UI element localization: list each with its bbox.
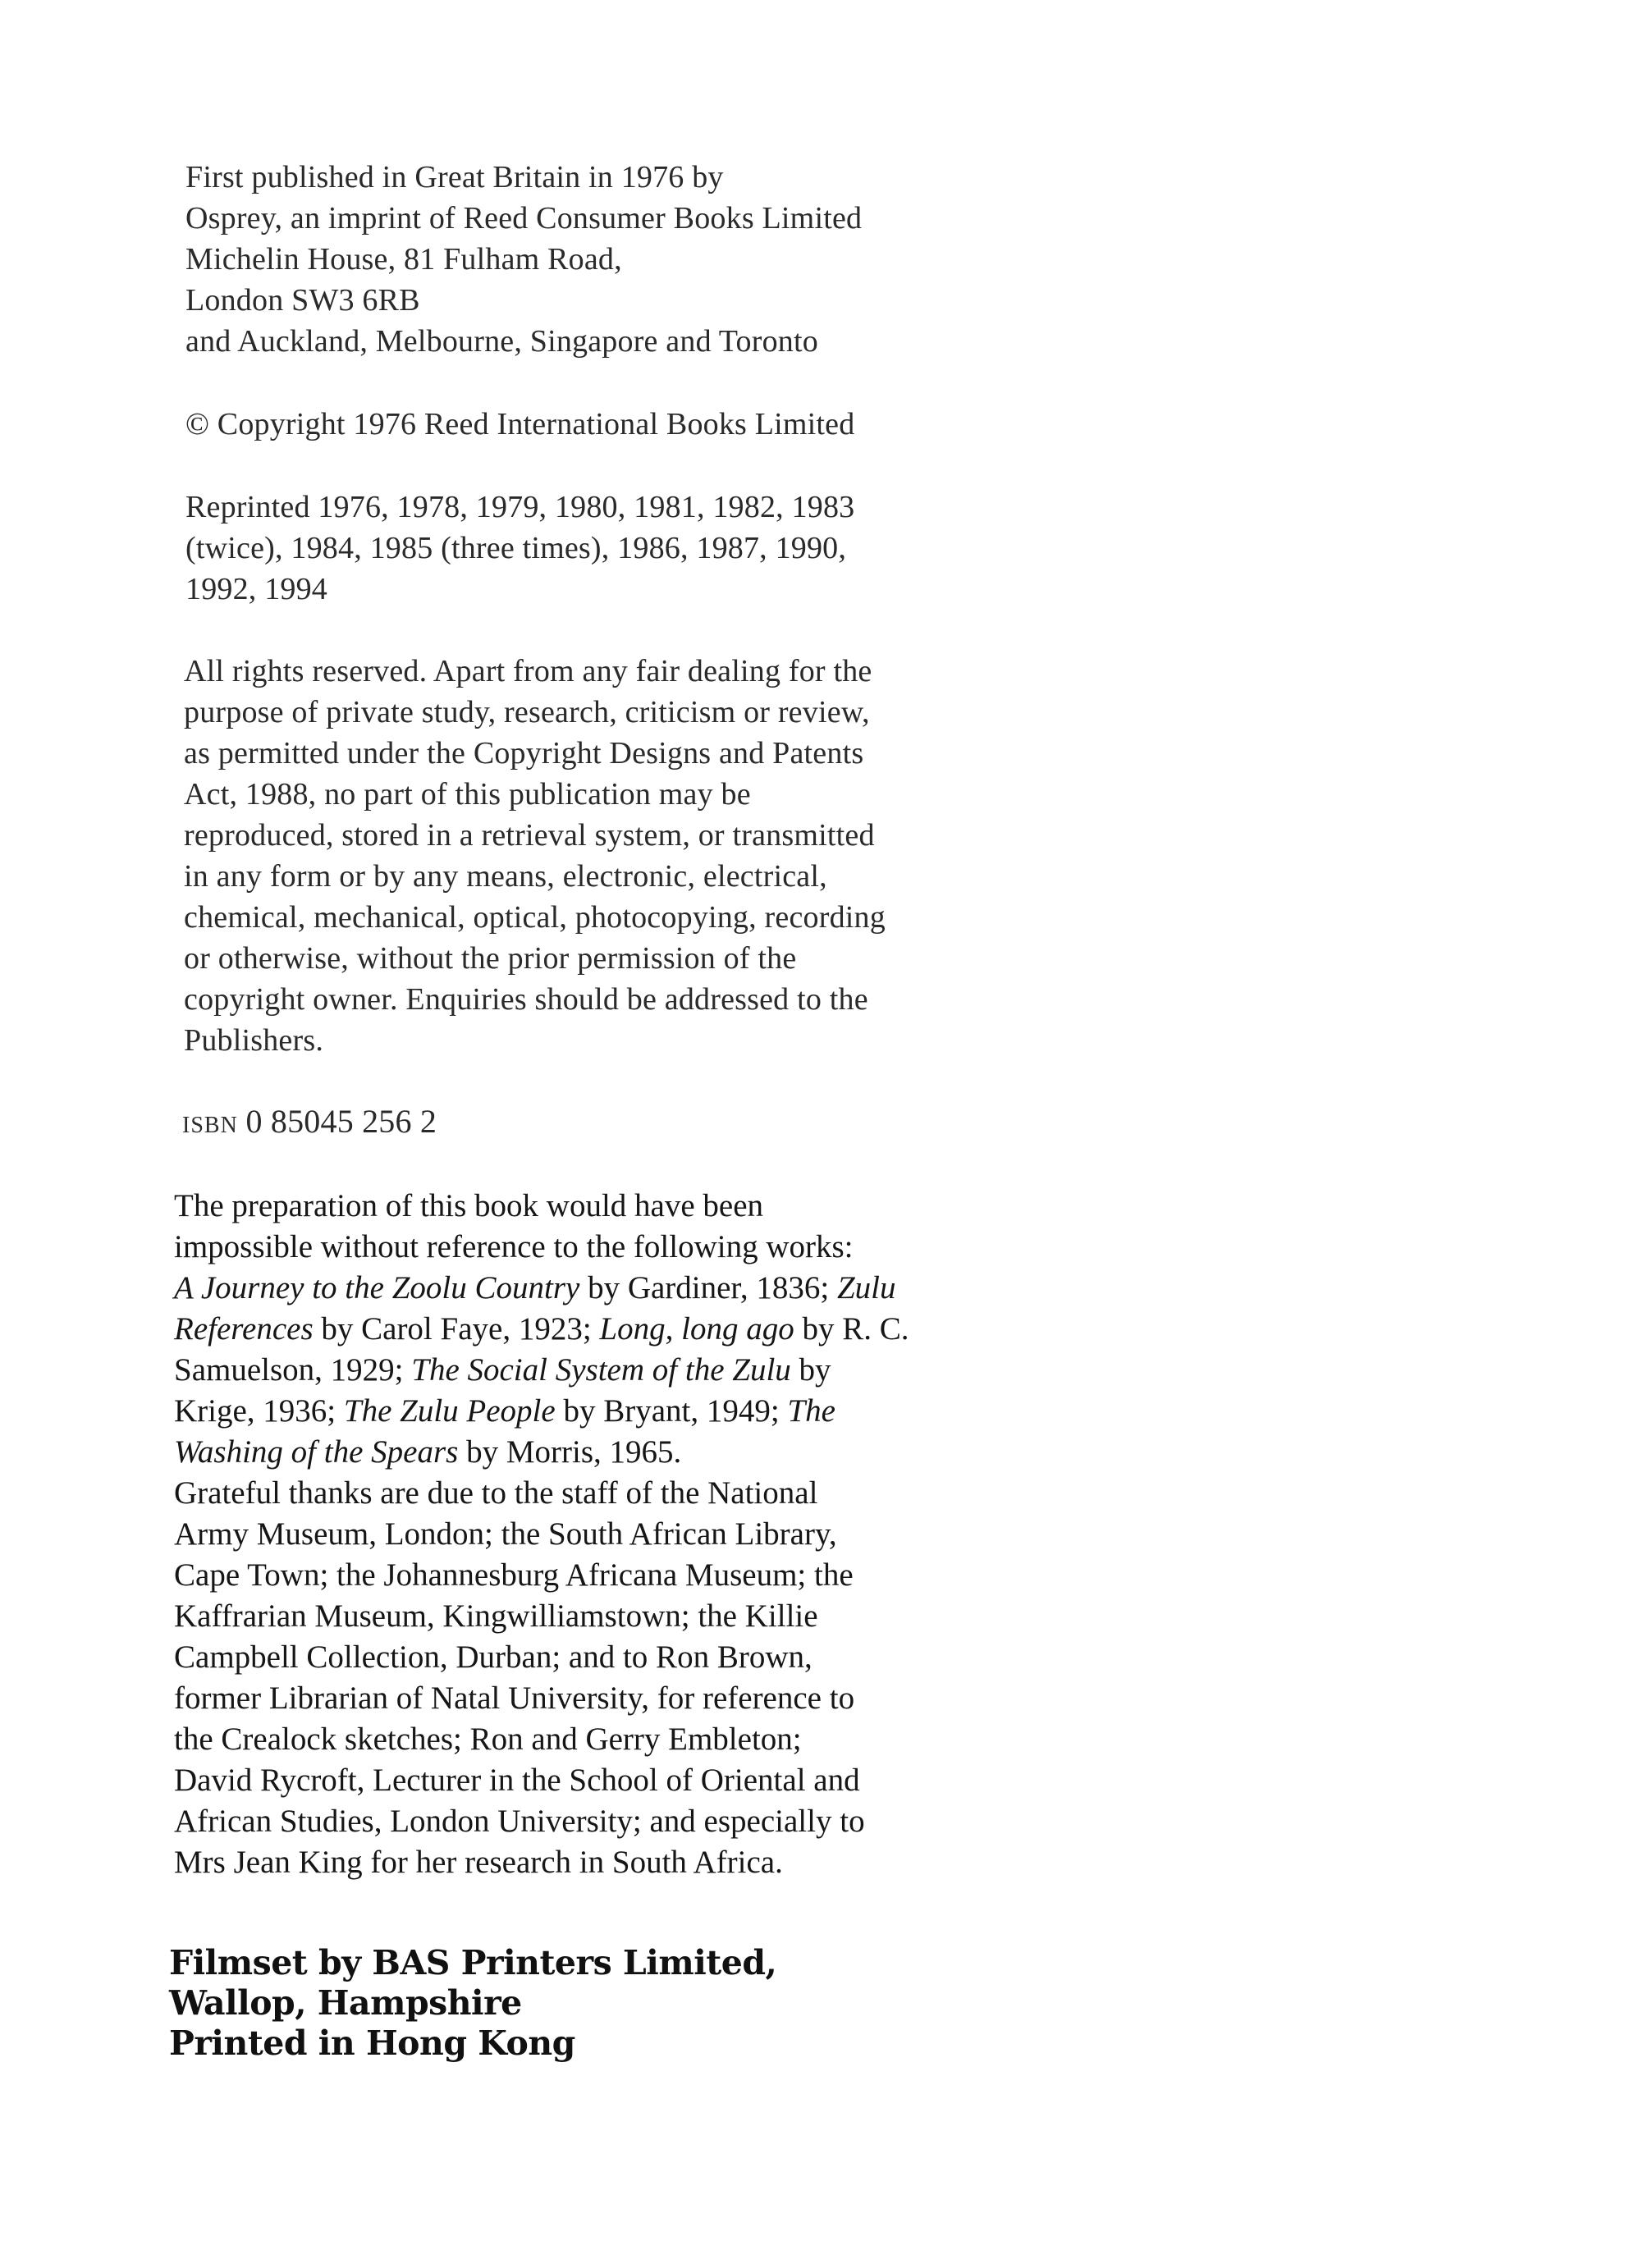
thanks-line: Army Museum, London; the South African Library, [174, 1516, 837, 1552]
reprint-line: (twice), 1984, 1985 (three times), 1986, 1987, 1990, [185, 531, 847, 565]
rights-statement [184, 651, 1005, 1061]
reprint-history [185, 487, 1006, 610]
book-title: The Social System of the Zulu [411, 1352, 791, 1388]
thanks-line: Mrs Jean King for her research in South Africa. [174, 1845, 783, 1880]
thanks-line: Campbell Collection, Durban; and to Ron Brown, [174, 1639, 813, 1675]
ack-line [174, 1309, 995, 1350]
ack-line: impossible without reference to the following works: [174, 1229, 854, 1264]
thanks-line: the Crealock sketches; Ron and Gerry Embleton; [174, 1722, 802, 1757]
printer-details [169, 1943, 990, 2064]
ack-line [174, 1350, 995, 1391]
ack-line [174, 1391, 995, 1432]
ack-text: by Gardiner, 1836; [579, 1270, 837, 1305]
publication-line: and Auckland, Melbourne, Singapore and Toronto [185, 324, 818, 359]
book-title: Zulu [836, 1270, 896, 1305]
thanks-line: Kaffrarian Museum, Kingwilliamstown; the Killie [174, 1598, 818, 1634]
publication-line: Osprey, an imprint of Reed Consumer Books Limited [185, 201, 863, 235]
isbn-line [182, 1101, 1003, 1146]
publication-line: First published in Great Britain in 1976 by [185, 160, 724, 194]
book-title: The Zulu People [343, 1393, 556, 1429]
printer-line: Filmset by BAS Printers Limited, [169, 1943, 777, 1982]
rights-line: in any form or by any means, electronic, electrical, [184, 859, 827, 894]
ack-text: by Carol Faye, 1923; [313, 1311, 600, 1347]
book-title: Washing of the Spears [174, 1434, 459, 1470]
rights-line: as permitted under the Copyright Designs and Patents [184, 736, 864, 770]
rights-line: or otherwise, without the prior permission of the [184, 941, 797, 976]
reprint-line: 1992, 1994 [185, 572, 327, 606]
ack-text: by Bryant, 1949; [555, 1393, 788, 1429]
rights-line: Act, 1988, no part of this publication may be [184, 777, 751, 812]
publication-details [185, 157, 1006, 362]
copyright-line: © Copyright 1976 Reed International Books Limited [185, 407, 855, 441]
isbn-number: 0 85045 256 2 [245, 1103, 437, 1140]
ack-text: Samuelson, 1929; [174, 1352, 412, 1388]
rights-line: purpose of private study, research, criticism or review, [184, 695, 870, 729]
ack-line [174, 1268, 995, 1309]
rights-line: Publishers. [184, 1023, 324, 1058]
ack-line [174, 1432, 995, 1473]
thanks-line: David Rycroft, Lecturer in the School of Oriental and [174, 1763, 860, 1798]
printer-line: Printed in Hong Kong [169, 2023, 575, 2063]
rights-line: All rights reserved. Apart from any fair dealing for the [184, 654, 872, 688]
ack-text: by R. C. [794, 1311, 909, 1347]
isbn-text [182, 1101, 1003, 1146]
book-title: References [174, 1311, 314, 1347]
copyright-notice [185, 404, 1006, 445]
printer-line: Wallop, Hampshire [169, 1983, 522, 2023]
ack-text: Krige, 1936; [174, 1393, 344, 1429]
rights-line: copyright owner. Enquiries should be addressed to the [184, 982, 868, 1017]
thanks-line: African Studies, London University; and especially to [174, 1804, 865, 1839]
book-title: A Journey to the Zoolu Country [174, 1270, 580, 1305]
thanks-line: Grateful thanks are due to the staff of the National [174, 1475, 818, 1511]
rights-line: reproduced, stored in a retrieval system, or transmitted [184, 818, 875, 853]
acknowledgements [174, 1186, 995, 1883]
thanks-line: former Librarian of Natal University, for reference to [174, 1680, 855, 1716]
thanks-line: Cape Town; the Johannesburg Africana Museum; the [174, 1557, 854, 1593]
publication-line: Michelin House, 81 Fulham Road, [185, 242, 622, 277]
book-title: The [787, 1393, 835, 1429]
ack-line: The preparation of this book would have been [174, 1188, 764, 1223]
publication-line: London SW3 6RB [185, 283, 420, 318]
ack-text: by Morris, 1965. [458, 1434, 682, 1470]
rights-line: chemical, mechanical, optical, photocopying, recording [184, 900, 886, 935]
book-title: Long, long ago [599, 1311, 794, 1347]
ack-text: by [790, 1352, 831, 1388]
isbn-label: ISBN [182, 1113, 238, 1138]
reprint-line: Reprinted 1976, 1978, 1979, 1980, 1981, 1982, 1983 [185, 490, 855, 524]
